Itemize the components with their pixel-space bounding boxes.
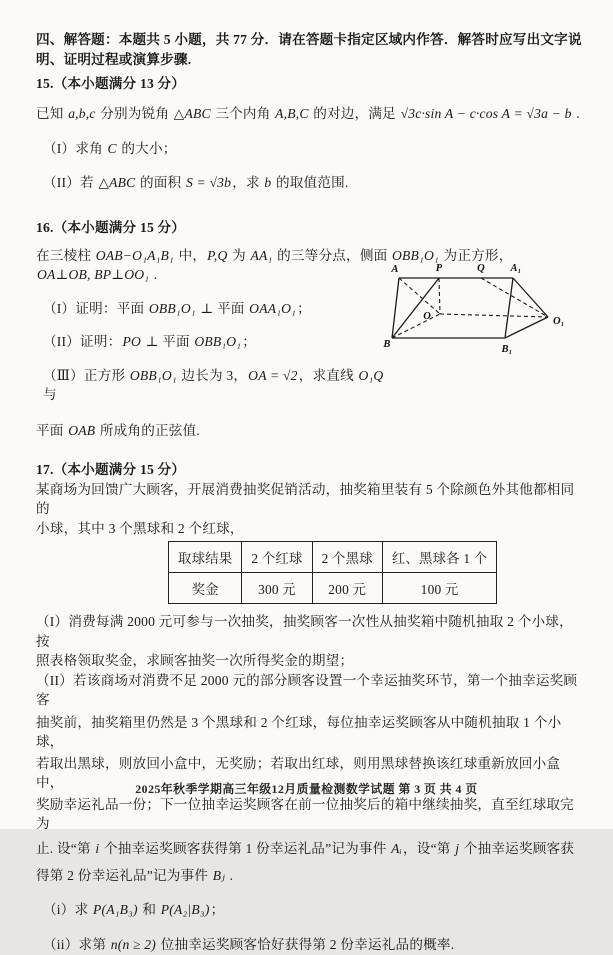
figure-label-o: O xyxy=(423,311,431,322)
section-header-line1: 四、解答题：本题共 5 小题，共 77 分．请在答题卡指定区域内作答．解答时应写出文字说 xyxy=(36,32,582,47)
figure-label-o1: O₁ xyxy=(553,316,565,327)
prize-table xyxy=(168,541,497,604)
table-row-prizes xyxy=(169,573,497,604)
problem15-intro: 已知 a,b,c 分别为锐角 △ABC 三个内角 A,B,C 的对边，满足 √3c·sin A − c·cos A = √3a − b . xyxy=(36,105,580,121)
problem17-partII-line6: 得第 2 份幸运礼品”记为事件 Bⱼ . xyxy=(36,868,234,883)
table-cell: 300 元 xyxy=(242,573,312,604)
table-cell: 取球结果 xyxy=(169,542,242,573)
problem17-partII-line4: 奖励幸运礼品一份；下一位抽幸运奖顾客在前一位抽奖后的箱中继续抽奖，直至红球取完为 xyxy=(36,796,574,831)
prism-figure-svg xyxy=(383,252,573,364)
figure-label-b1: B₁ xyxy=(501,344,513,355)
problem16-intro: 在三棱柱 OAB−O₁A₁B₁ 中，P,Q 为 AA₁ 的三等分点，侧面 OBB₁O₁ 为正方形， OA⊥OB, BP⊥OO₁ . xyxy=(36,247,513,282)
section-header-line2: 明、证明过程或演算步骤. xyxy=(36,52,192,67)
problem17-partI-line1: （I）消费每满 2000 元可参与一次抽奖，抽奖顾客一次性从抽奖箱中随机抽取 2 个小球，按 xyxy=(36,614,573,649)
figure-solid-edges xyxy=(392,278,548,338)
problem15-part1: （I）求角 C 的大小； xyxy=(43,141,177,156)
problem15-part2: （II）若 △ABC 的面积 S = √3b，求 b 的取值范围. xyxy=(43,174,349,190)
problem16-part1: （I）证明：平面 OBB₁O₁ ⊥ 平面 OAA₁O₁； xyxy=(43,300,311,316)
problem16-part3-line1: （Ⅲ）正方形 OBB₁O₁ 边长为 3，OA = √2，求直线 O₁Q 与 xyxy=(43,367,384,402)
prism-figure xyxy=(383,252,573,364)
problem17-partII-line2: 抽奖前，抽奖箱里仍然是 3 个黑球和 2 个红球，每位抽幸运奖顾客从中随机抽取 1 个小球， xyxy=(36,714,562,749)
problem17-partII-line5: 止. 设“第 i 个抽幸运奖顾客获得第 1 份幸运礼品”记为事件 Aᵢ，设“第 j 个抽幸运奖顾客获 xyxy=(36,840,575,856)
problem15-title: 15.（本小题满分 13 分） xyxy=(36,76,186,91)
table-cell: 200 元 xyxy=(312,573,382,604)
problem16-part2: （II）证明：PO ⊥ 平面 OBB₁O₁； xyxy=(43,334,257,349)
table-cell: 100 元 xyxy=(382,573,497,604)
figure-label-q: Q xyxy=(477,263,485,274)
table-row-outcomes xyxy=(169,542,497,573)
figure-label-p: P xyxy=(435,263,443,274)
table-cell: 红、黑球各 1 个 xyxy=(382,542,497,573)
table-cell: 2 个黑球 xyxy=(312,542,382,573)
problem17-sub-ii: （ii）求第 n(n ≥ 2) 位抽幸运奖顾客恰好获得第 2 份幸运礼品的概率. xyxy=(43,937,455,952)
problem17-partII-line1: （II）若该商场对消费不足 2000 元的部分顾客设置一个幸运抽奖环节，第一个抽幸运奖顾客 xyxy=(36,672,578,707)
problem17-intro-line2: 小球，其中 3 个黑球和 2 个红球， xyxy=(36,520,244,536)
problem17-intro-line1: 某商场为回馈广大顾客，开展消费抽奖促销活动，抽奖箱里装有 5 个除颜色外其他都相同的 xyxy=(36,481,575,516)
problem17-partI-line2: 照表格领取奖金，求顾客抽奖一次所得奖金的期望； xyxy=(36,653,354,668)
problem16-part3-line2: 平面 OAB 所成角的正弦值. xyxy=(36,422,200,438)
problem16-title: 16.（本小题满分 15 分） xyxy=(36,220,186,235)
table-cell: 2 个红球 xyxy=(242,542,312,573)
figure-label-a1: A₁ xyxy=(510,263,522,274)
figure-label-a: A xyxy=(391,264,399,275)
problem17-title: 17.（本小题满分 15 分） xyxy=(36,462,186,477)
page-footer: 2025年秋季学期高三年级12月质量检测数学试题 第 3 页 共 4 页 xyxy=(135,782,478,796)
table-cell: 奖金 xyxy=(169,573,242,604)
figure-label-b: B xyxy=(383,339,391,350)
problem17-partII-line3: 若取出黑球，则放回小盒中，无奖励；若取出红球，则用黑球替换该红球重新放回小盒中， xyxy=(36,755,561,790)
problem17-sub-i: （i）求 P(A₁B₃) 和 P(A₂|B₃)； xyxy=(43,901,225,917)
